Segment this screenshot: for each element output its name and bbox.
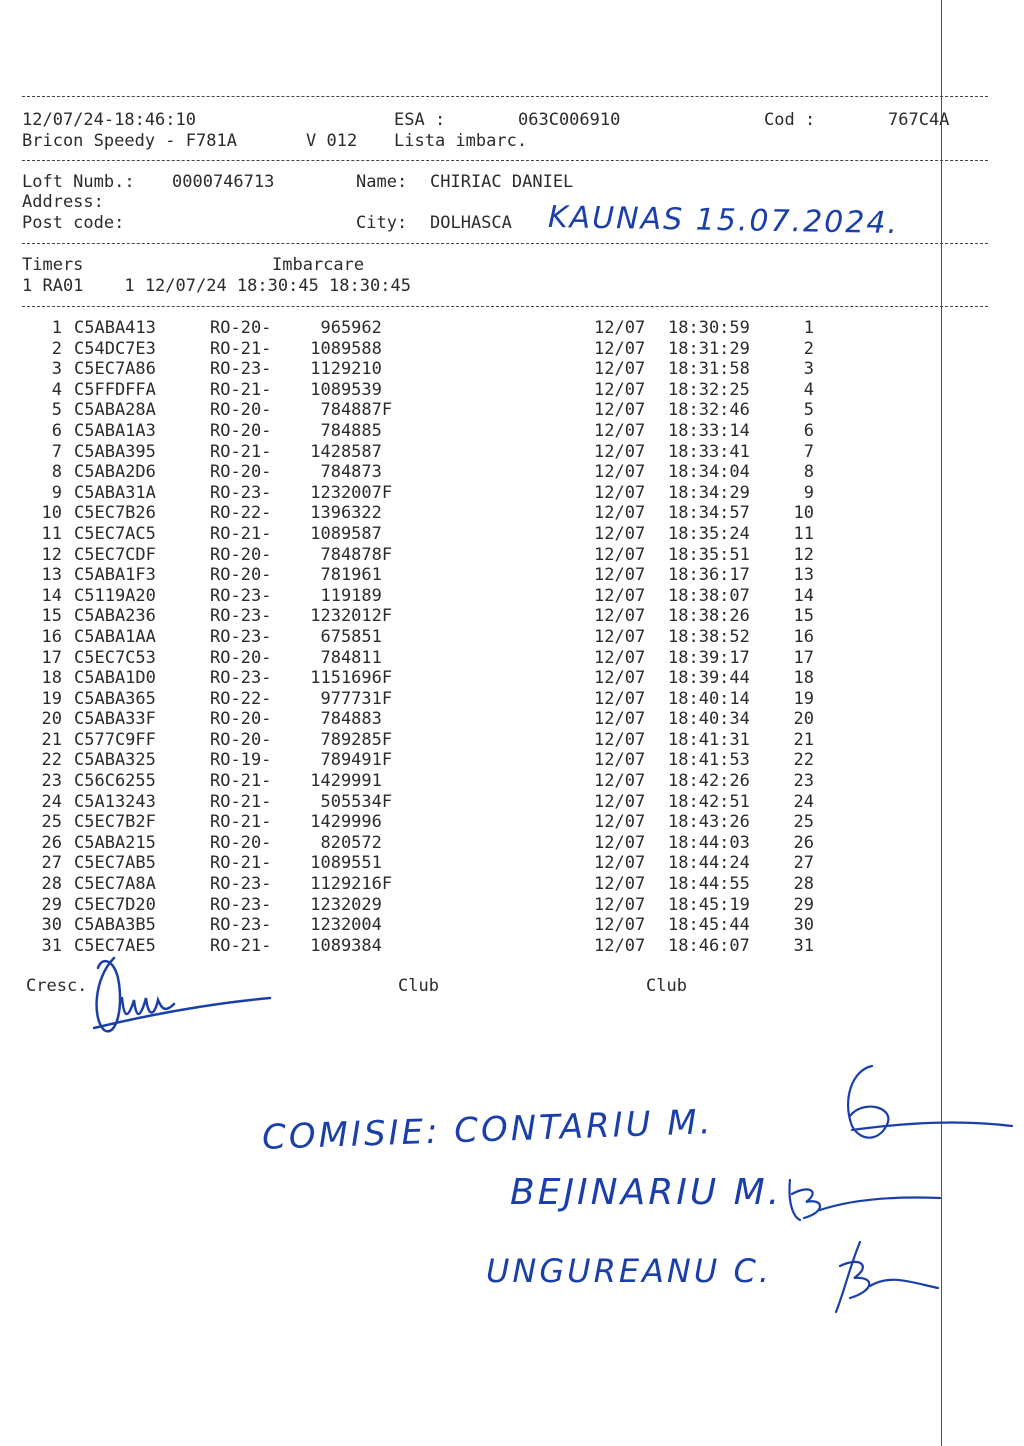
bird-date: 12/07 (594, 915, 646, 936)
bird-ring: RO-20- (210, 420, 272, 441)
bird-row (0, 874, 900, 895)
bird-time: 18:33:14 (668, 420, 750, 441)
bird-rank: 24 (793, 791, 814, 812)
bird-row (0, 339, 900, 360)
timers-label: Timers (22, 255, 84, 275)
bird-rank: 21 (793, 729, 814, 750)
bird-row (0, 442, 900, 463)
bird-date: 12/07 (594, 565, 646, 586)
bird-rank: 29 (793, 894, 814, 915)
commission-signature-2 (780, 1170, 950, 1230)
bird-ring: RO-23- (210, 482, 272, 503)
bird-time: 18:30:59 (668, 318, 750, 338)
bird-no: 9 (51, 482, 62, 503)
bird-no: 17 (41, 647, 62, 668)
bird-date: 12/07 (594, 853, 646, 874)
bird-ring: RO-21- (210, 523, 272, 544)
bird-no: 8 (51, 462, 62, 483)
bird-ring: RO-20- (210, 544, 272, 565)
bird-no: 31 (41, 935, 62, 956)
bird-time: 18:44:55 (668, 874, 750, 895)
bird-no: 26 (41, 832, 62, 853)
bird-no: 5 (51, 400, 62, 421)
bird-rank: 5 (803, 400, 814, 421)
bird-row (0, 853, 900, 874)
name-label: Name: (356, 172, 408, 192)
bird-time: 18:33:41 (668, 441, 750, 462)
bird-num: 784811 (300, 647, 382, 668)
bird-num: 1428587 (300, 441, 382, 462)
cresc-label: Cresc. (26, 976, 88, 996)
bird-date: 12/07 (594, 503, 646, 524)
bird-time: 18:43:26 (668, 812, 750, 833)
commission-line-3: UNGUREANU C. (486, 1252, 772, 1290)
bird-no: 12 (41, 544, 62, 565)
bird-time: 18:32:25 (668, 379, 750, 400)
bird-date: 12/07 (594, 441, 646, 462)
city-value: DOLHASCA (430, 213, 512, 233)
bird-code: C5A13243 (74, 791, 156, 812)
bird-date: 12/07 (594, 709, 646, 730)
bird-num: 119189 (300, 585, 382, 606)
bird-rank: 7 (803, 441, 814, 462)
bird-code: C5ABA1AA (74, 626, 156, 647)
bird-code: C5EC7CDF (74, 544, 156, 565)
bird-code: C5ABA1A3 (74, 420, 156, 441)
bird-row (0, 750, 900, 771)
address-label: Address: (22, 192, 104, 212)
bird-ring: RO-21- (210, 379, 272, 400)
bird-no: 10 (41, 503, 62, 524)
bird-code: C5ABA1D0 (74, 668, 156, 689)
bird-ring: RO-22- (210, 688, 272, 709)
bird-code: C5EC7C53 (74, 647, 156, 668)
bird-num: 1429991 (300, 771, 382, 792)
loft-number: 0000746713 (172, 172, 275, 192)
bird-row (0, 545, 900, 566)
bird-no: 21 (41, 729, 62, 750)
bird-num: 1396322 (300, 503, 382, 524)
bird-date: 12/07 (594, 668, 646, 689)
bird-code: C5ABA31A (74, 482, 156, 503)
bird-ring: RO-20- (210, 709, 272, 730)
bird-ring: RO-20- (210, 318, 272, 338)
bird-code: C5EC7A8A (74, 874, 156, 895)
bird-rank: 25 (793, 812, 814, 833)
bird-no: 4 (51, 379, 62, 400)
bird-row (0, 730, 900, 751)
bird-date: 12/07 (594, 318, 646, 338)
bird-rank: 30 (793, 915, 814, 936)
bird-ring: RO-23- (210, 626, 272, 647)
club-label-1: Club (398, 976, 439, 996)
loft-label: Loft Numb.: (22, 172, 135, 192)
bird-code: C5EC7A86 (74, 359, 156, 380)
bird-num: 1089551 (300, 853, 382, 874)
bird-time: 18:35:51 (668, 544, 750, 565)
bird-rank: 10 (793, 503, 814, 524)
bird-ring: RO-19- (210, 750, 272, 771)
bird-date: 12/07 (594, 400, 646, 421)
bird-rank: 12 (793, 544, 814, 565)
bird-date: 12/07 (594, 750, 646, 771)
commission-signature-3 (810, 1236, 960, 1316)
timer-row: 1 RA01 1 12/07/24 18:30:45 18:30:45 (22, 276, 411, 296)
bird-ring: RO-21- (210, 791, 272, 812)
bird-num: 789491F (300, 750, 393, 771)
bird-date: 12/07 (594, 935, 646, 956)
bird-ring: RO-21- (210, 853, 272, 874)
bird-time: 18:41:53 (668, 750, 750, 771)
bird-code: C5EC7AC5 (74, 523, 156, 544)
bird-date: 12/07 (594, 338, 646, 359)
bird-rank: 27 (793, 853, 814, 874)
bird-ring: RO-20- (210, 729, 272, 750)
bird-ring: RO-20- (210, 832, 272, 853)
bird-row (0, 709, 900, 730)
bird-date: 12/07 (594, 585, 646, 606)
bird-ring: RO-20- (210, 565, 272, 586)
bird-date: 12/07 (594, 812, 646, 833)
bird-date: 12/07 (594, 482, 646, 503)
bird-date: 12/07 (594, 771, 646, 792)
bird-row (0, 915, 900, 936)
bird-code: C5EC7D20 (74, 894, 156, 915)
bird-code: C5EC7AB5 (74, 853, 156, 874)
bird-num: 505534F (300, 791, 393, 812)
bird-date: 12/07 (594, 420, 646, 441)
bird-code: C5EC7B26 (74, 503, 156, 524)
bird-date: 12/07 (594, 894, 646, 915)
bird-time: 18:36:17 (668, 565, 750, 586)
bird-date: 12/07 (594, 359, 646, 380)
bird-ring: RO-20- (210, 647, 272, 668)
bird-no: 14 (41, 585, 62, 606)
bird-row (0, 895, 900, 916)
bird-no: 25 (41, 812, 62, 833)
imbarcare-label: Imbarcare (272, 255, 365, 275)
bird-date: 12/07 (594, 462, 646, 483)
bird-num: 1232004 (300, 915, 382, 936)
bird-row (0, 792, 900, 813)
esa-value: 063C006910 (518, 110, 621, 130)
bird-rank: 11 (793, 523, 814, 544)
bird-row (0, 689, 900, 710)
bird-num: 789285F (300, 729, 393, 750)
bird-time: 18:34:04 (668, 462, 750, 483)
bird-rank: 8 (803, 462, 814, 483)
handwritten-race-name: KAUNAS 15.07.2024. (547, 199, 900, 242)
bird-num: 1151696F (300, 668, 393, 689)
bird-code: C5119A20 (74, 585, 156, 606)
divider (22, 243, 988, 244)
bird-rank: 28 (793, 874, 814, 895)
bird-row (0, 524, 900, 545)
bird-rank: 22 (793, 750, 814, 771)
bird-time: 18:31:58 (668, 359, 750, 380)
bird-num: 1232012F (300, 606, 393, 627)
bird-rank: 3 (803, 359, 814, 380)
bird-ring: RO-21- (210, 338, 272, 359)
bird-row (0, 833, 900, 854)
bird-time: 18:40:14 (668, 688, 750, 709)
bird-ring: RO-21- (210, 771, 272, 792)
bird-ring: RO-23- (210, 359, 272, 380)
bird-no: 19 (41, 688, 62, 709)
bird-time: 18:38:26 (668, 606, 750, 627)
bird-row (0, 421, 900, 442)
bird-no: 27 (41, 853, 62, 874)
bird-row (0, 483, 900, 504)
bird-time: 18:42:51 (668, 791, 750, 812)
bird-no: 18 (41, 668, 62, 689)
bird-no: 20 (41, 709, 62, 730)
bird-code: C5ABA215 (74, 832, 156, 853)
bird-no: 13 (41, 565, 62, 586)
bird-time: 18:44:24 (668, 853, 750, 874)
bird-no: 23 (41, 771, 62, 792)
bird-code: C577C9FF (74, 729, 156, 750)
bird-rank: 20 (793, 709, 814, 730)
bird-rank: 6 (803, 420, 814, 441)
bird-row (0, 462, 900, 483)
divider (22, 96, 988, 97)
bird-no: 11 (41, 523, 62, 544)
bird-date: 12/07 (594, 791, 646, 812)
bird-date: 12/07 (594, 379, 646, 400)
bird-ring: RO-23- (210, 606, 272, 627)
bird-no: 22 (41, 750, 62, 771)
bird-row (0, 771, 900, 792)
commission-line-1: COMISIE: CONTARIU M. (261, 1102, 715, 1158)
commission-signature-1 (832, 1060, 1022, 1150)
bird-time: 18:32:46 (668, 400, 750, 421)
bird-num: 1129210 (300, 359, 382, 380)
version: V 012 (306, 131, 358, 151)
bird-time: 18:40:34 (668, 709, 750, 730)
bird-rank: 9 (803, 482, 814, 503)
device-name: Bricon Speedy - F781A (22, 131, 237, 151)
bird-date: 12/07 (594, 874, 646, 895)
bird-num: 1232007F (300, 482, 393, 503)
bird-ring: RO-23- (210, 915, 272, 936)
bird-time: 18:38:52 (668, 626, 750, 647)
bird-time: 18:45:19 (668, 894, 750, 915)
bird-no: 3 (51, 359, 62, 380)
bird-ring: RO-20- (210, 400, 272, 421)
bird-code: C54DC7E3 (74, 338, 156, 359)
bird-no: 16 (41, 626, 62, 647)
bird-row (0, 586, 900, 607)
bird-row (0, 668, 900, 689)
bird-rank: 15 (793, 606, 814, 627)
bird-ring: RO-23- (210, 585, 272, 606)
bird-date: 12/07 (594, 832, 646, 853)
bird-row (0, 318, 900, 339)
bird-rank: 23 (793, 771, 814, 792)
bird-row (0, 503, 900, 524)
bird-code: C5ABA3B5 (74, 915, 156, 936)
postcode-label: Post code: (22, 213, 125, 233)
bird-rank: 18 (793, 668, 814, 689)
bird-code: C5ABA2D6 (74, 462, 156, 483)
bird-date: 12/07 (594, 606, 646, 627)
bird-num: 784873 (300, 462, 382, 483)
bird-row (0, 812, 900, 833)
bird-no: 30 (41, 915, 62, 936)
print-datetime: 12/07/24-18:46:10 (22, 110, 196, 130)
bird-num: 1089587 (300, 523, 382, 544)
city-label: City: (356, 213, 408, 233)
owner-name: CHIRIAC DANIEL (430, 172, 574, 192)
bird-ring: RO-22- (210, 503, 272, 524)
bird-row (0, 359, 900, 380)
bird-ring: RO-23- (210, 894, 272, 915)
bird-no: 28 (41, 874, 62, 895)
list-title: Lista imbarc. (394, 131, 528, 151)
divider (22, 306, 988, 307)
bird-code: C5ABA365 (74, 688, 156, 709)
bird-code: C5ABA33F (74, 709, 156, 730)
bird-num: 784885 (300, 420, 382, 441)
bird-date: 12/07 (594, 729, 646, 750)
bird-code: C56C6255 (74, 771, 156, 792)
bird-num: 1429996 (300, 812, 382, 833)
bird-num: 820572 (300, 832, 382, 853)
bird-num: 784887F (300, 400, 393, 421)
bird-no: 1 (51, 318, 62, 338)
bird-rank: 14 (793, 585, 814, 606)
bird-row (0, 380, 900, 401)
bird-row (0, 606, 900, 627)
bird-code: C5ABA28A (74, 400, 156, 421)
bird-rank: 31 (793, 935, 814, 956)
bird-rank: 13 (793, 565, 814, 586)
club-label-2: Club (646, 976, 687, 996)
bird-rank: 2 (803, 338, 814, 359)
bird-num: 977731F (300, 688, 393, 709)
bird-rank: 1 (803, 318, 814, 338)
bird-num: 1232029 (300, 894, 382, 915)
bird-no: 29 (41, 894, 62, 915)
bird-no: 7 (51, 441, 62, 462)
bird-date: 12/07 (594, 523, 646, 544)
bird-time: 18:39:17 (668, 647, 750, 668)
bird-time: 18:42:26 (668, 771, 750, 792)
bird-date: 12/07 (594, 688, 646, 709)
bird-rank: 26 (793, 832, 814, 853)
cod-value: 767C4A (888, 110, 950, 130)
esa-label: ESA : (394, 110, 446, 130)
bird-time: 18:38:07 (668, 585, 750, 606)
bird-code: C5ABA395 (74, 441, 156, 462)
bird-num: 675851 (300, 626, 382, 647)
bird-time: 18:41:31 (668, 729, 750, 750)
divider (22, 160, 988, 161)
bird-code: C5FFDFFA (74, 379, 156, 400)
bird-ring: RO-21- (210, 441, 272, 462)
bird-time: 18:46:07 (668, 935, 750, 956)
bird-date: 12/07 (594, 544, 646, 565)
commission-line-2: BEJINARIU M. (510, 1172, 783, 1213)
bird-row (0, 400, 900, 421)
bird-ring: RO-23- (210, 874, 272, 895)
bird-time: 18:39:44 (668, 668, 750, 689)
bird-row (0, 565, 900, 586)
bird-date: 12/07 (594, 626, 646, 647)
bird-num: 1089539 (300, 379, 382, 400)
bird-rank: 19 (793, 688, 814, 709)
bird-list (0, 318, 900, 956)
bird-ring: RO-21- (210, 812, 272, 833)
bird-no: 24 (41, 791, 62, 812)
bird-code: C5ABA325 (74, 750, 156, 771)
bird-num: 1129216F (300, 874, 393, 895)
bird-num: 784878F (300, 544, 393, 565)
bird-no: 15 (41, 606, 62, 627)
bird-no: 6 (51, 420, 62, 441)
bird-code: C5ABA413 (74, 318, 156, 338)
bird-code: C5ABA1F3 (74, 565, 156, 586)
bird-num: 1089588 (300, 338, 382, 359)
bird-date: 12/07 (594, 647, 646, 668)
bird-time: 18:44:03 (668, 832, 750, 853)
cod-label: Cod : (764, 110, 816, 130)
bird-row (0, 627, 900, 648)
bird-ring: RO-20- (210, 462, 272, 483)
bird-time: 18:34:57 (668, 503, 750, 524)
bird-rank: 16 (793, 626, 814, 647)
breeder-signature (84, 948, 284, 1038)
bird-ring: RO-23- (210, 668, 272, 689)
bird-code: C5EC7B2F (74, 812, 156, 833)
bird-row (0, 648, 900, 669)
bird-num: 1089384 (300, 935, 382, 956)
bird-time: 18:35:24 (668, 523, 750, 544)
bird-code: C5ABA236 (74, 606, 156, 627)
bird-num: 965962 (300, 318, 382, 338)
bird-time: 18:31:29 (668, 338, 750, 359)
bird-num: 781961 (300, 565, 382, 586)
bird-rank: 17 (793, 647, 814, 668)
bird-no: 2 (51, 338, 62, 359)
bird-ring: RO-21- (210, 935, 272, 956)
bird-time: 18:34:29 (668, 482, 750, 503)
bird-code: C5EC7AE5 (74, 935, 156, 956)
bird-rank: 4 (803, 379, 814, 400)
bird-time: 18:45:44 (668, 915, 750, 936)
bird-num: 784883 (300, 709, 382, 730)
